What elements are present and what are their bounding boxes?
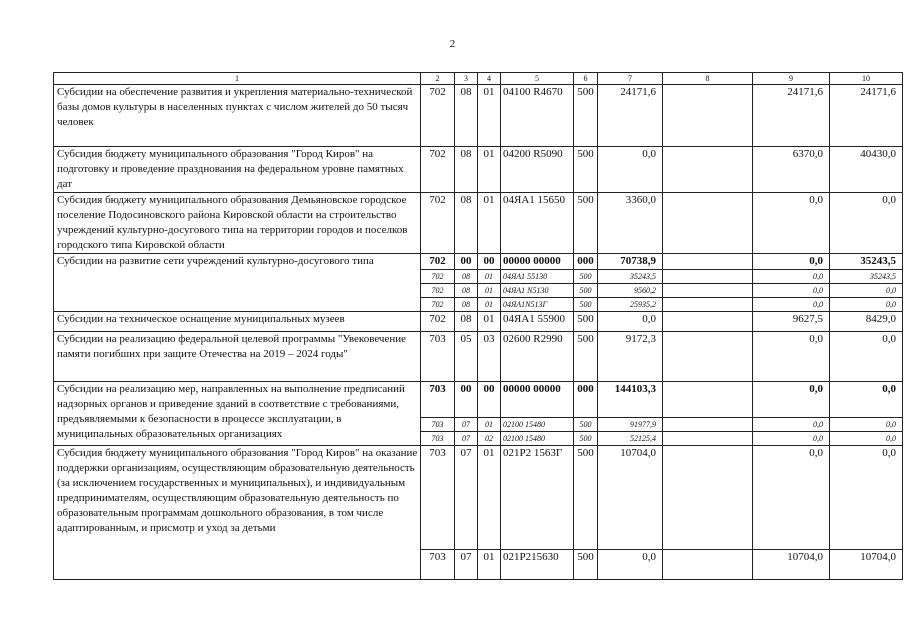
expense-type-code: 000: [574, 382, 598, 418]
column-header: 2: [421, 73, 455, 85]
amount-col9: 0,0: [753, 298, 830, 312]
subsection-code: 01: [478, 298, 501, 312]
target-item-code: 04200 R5090: [501, 147, 574, 193]
amount-col7: 0,0: [598, 550, 663, 580]
table-row: [54, 147, 903, 193]
column-header: 10: [830, 73, 903, 85]
amount-col8: [663, 193, 753, 254]
amount-col10: 0,0: [830, 298, 903, 312]
subsection-code: 01: [478, 85, 501, 147]
expense-type-code: 500: [574, 332, 598, 382]
ministry-code: 702: [421, 254, 455, 270]
table-row: [54, 382, 903, 418]
amount-col10: 35243,5: [830, 254, 903, 270]
amount-col8: [663, 418, 753, 432]
amount-col8: [663, 298, 753, 312]
subsection-code: 01: [478, 270, 501, 284]
target-item-code: 00000 00000: [501, 254, 574, 270]
row-description: Субсидии на реализацию мер, направленных на выполнение предписаний надзорных органов и приведение зданий в соответствие с требованиями, предъявляемыми к безопасности в процессе эксплуатации, в муниципальных образовательных организациях: [54, 382, 421, 446]
target-item-code: 00000 00000: [501, 382, 574, 418]
section-code: 07: [455, 418, 478, 432]
amount-col8: [663, 270, 753, 284]
table-row: [54, 312, 903, 332]
subsection-code: 01: [478, 550, 501, 580]
ministry-code: 703: [421, 332, 455, 382]
table-row: [54, 193, 903, 254]
subsection-code: 03: [478, 332, 501, 382]
amount-col8: [663, 284, 753, 298]
amount-col10: 0,0: [830, 332, 903, 382]
amount-col7: 3360,0: [598, 193, 663, 254]
ministry-code: 702: [421, 312, 455, 332]
section-code: 00: [455, 254, 478, 270]
target-item-code: 04ЯА1 N5130: [501, 284, 574, 298]
page-number: 2: [449, 38, 456, 50]
target-item-code: 04ЯА1 55130: [501, 270, 574, 284]
section-code: 07: [455, 550, 478, 580]
subsection-code: 01: [478, 147, 501, 193]
table-header-row: [54, 73, 903, 85]
amount-col8: [663, 550, 753, 580]
target-item-code: 04100 R4670: [501, 85, 574, 147]
subsection-code: 01: [478, 193, 501, 254]
expense-type-code: 500: [574, 432, 598, 446]
amount-col10: 40430,0: [830, 147, 903, 193]
target-item-code: 04ЯА1 15650: [501, 193, 574, 254]
ministry-code: 703: [421, 550, 455, 580]
amount-col10: 0,0: [830, 418, 903, 432]
section-code: 05: [455, 332, 478, 382]
target-item-code: 04ЯА1 55900: [501, 312, 574, 332]
amount-col10: 0,0: [830, 193, 903, 254]
expense-type-code: 500: [574, 270, 598, 284]
amount-col7: 144103,3: [598, 382, 663, 418]
subsection-code: 00: [478, 382, 501, 418]
subsection-code: 02: [478, 432, 501, 446]
amount-col7: 9560,2: [598, 284, 663, 298]
row-description: Субсидии на обеспечение развития и укрепления материально-технической базы домов культуры в населенных пунктах с числом жителей до 50 тысяч человек: [54, 85, 421, 147]
column-header: 9: [753, 73, 830, 85]
amount-col8: [663, 254, 753, 270]
amount-col7: 25935,2: [598, 298, 663, 312]
amount-col8: [663, 446, 753, 550]
table-row: [54, 254, 903, 270]
table-row: [54, 446, 903, 550]
subsection-code: 00: [478, 254, 501, 270]
expense-type-code: 500: [574, 85, 598, 147]
amount-col8: [663, 382, 753, 418]
column-header: 1: [54, 73, 421, 85]
section-code: 08: [455, 193, 478, 254]
column-header: 5: [501, 73, 574, 85]
amount-col10: 0,0: [830, 284, 903, 298]
amount-col9: 0,0: [753, 446, 830, 550]
amount-col9: 0,0: [753, 284, 830, 298]
row-description: Субсидии на реализацию федеральной целевой программы "Увековечение памяти погибших при защите Отечества на 2019 – 2024 годы": [54, 332, 421, 382]
amount-col7: 35243,5: [598, 270, 663, 284]
expense-type-code: 000: [574, 254, 598, 270]
ministry-code: 703: [421, 446, 455, 550]
target-item-code: 02100 15480: [501, 432, 574, 446]
section-code: 08: [455, 85, 478, 147]
amount-col7: 0,0: [598, 147, 663, 193]
section-code: 08: [455, 312, 478, 332]
column-header: 7: [598, 73, 663, 85]
section-code: 08: [455, 298, 478, 312]
amount-col7: 24171,6: [598, 85, 663, 147]
target-item-code: 021P215630: [501, 550, 574, 580]
column-header: 6: [574, 73, 598, 85]
section-code: 08: [455, 284, 478, 298]
amount-col8: [663, 85, 753, 147]
ministry-code: 702: [421, 284, 455, 298]
amount-col7: 91977,9: [598, 418, 663, 432]
budget-table: [53, 72, 903, 580]
amount-col10: 24171,6: [830, 85, 903, 147]
expense-type-code: 500: [574, 446, 598, 550]
ministry-code: 703: [421, 432, 455, 446]
target-item-code: 02100 15480: [501, 418, 574, 432]
amount-col9: 24171,6: [753, 85, 830, 147]
amount-col9: 10704,0: [753, 550, 830, 580]
column-header: 8: [663, 73, 753, 85]
amount-col7: 0,0: [598, 312, 663, 332]
section-code: 08: [455, 270, 478, 284]
ministry-code: 702: [421, 270, 455, 284]
amount-col8: [663, 312, 753, 332]
amount-col8: [663, 147, 753, 193]
expense-type-code: 500: [574, 418, 598, 432]
amount-col9: 0,0: [753, 382, 830, 418]
table-row: [54, 85, 903, 147]
subsection-code: 01: [478, 284, 501, 298]
ministry-code: 703: [421, 418, 455, 432]
section-code: 00: [455, 382, 478, 418]
ministry-code: 702: [421, 85, 455, 147]
amount-col9: 0,0: [753, 254, 830, 270]
amount-col9: 0,0: [753, 332, 830, 382]
amount-col10: 8429,0: [830, 312, 903, 332]
amount-col10: 35243,5: [830, 270, 903, 284]
expense-type-code: 500: [574, 147, 598, 193]
row-description: Субсидия бюджету муниципального образования Демьяновское городское поселение Подосиновского района Кировской области на строительство учреждений культурно-досугового типа на территории городов и поселков городского типа Кировской области: [54, 193, 421, 254]
amount-col7: 9172,3: [598, 332, 663, 382]
section-code: 08: [455, 147, 478, 193]
ministry-code: 703: [421, 382, 455, 418]
amount-col9: 0,0: [753, 418, 830, 432]
table-row: [54, 332, 903, 382]
amount-col8: [663, 432, 753, 446]
amount-col9: 9627,5: [753, 312, 830, 332]
row-description: Субсидия бюджету муниципального образования "Город Киров" на подготовку и проведение празднования на федеральном уровне памятных дат: [54, 147, 421, 193]
column-header: 3: [455, 73, 478, 85]
row-description: Субсидия бюджету муниципального образования "Город Киров" на оказание поддержки организациям, осуществляющим образовательную деятельность (за исключением государственных и муниципальных), и индивидуальным предпринимателям, осуществляющим образовательную деятельность по образовательным программам дошкольного образования, в том числе адаптированным, и присмотр и уход за детьми: [54, 446, 421, 580]
ministry-code: 702: [421, 298, 455, 312]
section-code: 07: [455, 432, 478, 446]
amount-col10: 0,0: [830, 432, 903, 446]
ministry-code: 702: [421, 147, 455, 193]
amount-col7: 10704,0: [598, 446, 663, 550]
amount-col9: 0,0: [753, 270, 830, 284]
amount-col10: 0,0: [830, 382, 903, 418]
subsection-code: 01: [478, 446, 501, 550]
ministry-code: 702: [421, 193, 455, 254]
subsection-code: 01: [478, 418, 501, 432]
amount-col8: [663, 332, 753, 382]
amount-col10: 0,0: [830, 446, 903, 550]
amount-col7: 70738,9: [598, 254, 663, 270]
expense-type-code: 500: [574, 550, 598, 580]
column-header: 4: [478, 73, 501, 85]
expense-type-code: 500: [574, 284, 598, 298]
row-description: Субсидии на развитие сети учреждений культурно-досугового типа: [54, 254, 421, 312]
target-item-code: 04ЯА1N513Г: [501, 298, 574, 312]
amount-col7: 52125,4: [598, 432, 663, 446]
expense-type-code: 500: [574, 298, 598, 312]
section-code: 07: [455, 446, 478, 550]
target-item-code: 021P2 1563Г: [501, 446, 574, 550]
amount-col9: 6370,0: [753, 147, 830, 193]
subsection-code: 01: [478, 312, 501, 332]
expense-type-code: 500: [574, 193, 598, 254]
amount-col10: 10704,0: [830, 550, 903, 580]
row-description: Субсидии на техническое оснащение муниципальных музеев: [54, 312, 421, 332]
target-item-code: 02600 R2990: [501, 332, 574, 382]
expense-type-code: 500: [574, 312, 598, 332]
amount-col9: 0,0: [753, 193, 830, 254]
amount-col9: 0,0: [753, 432, 830, 446]
